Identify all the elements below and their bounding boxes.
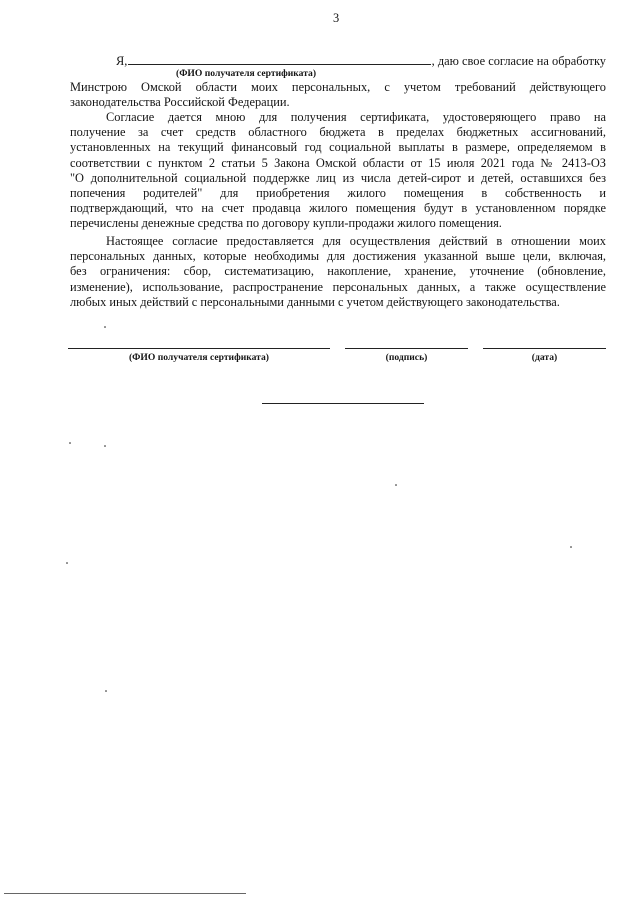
- text-line: Согласие дается мною для получения сертификата, удостоверяющего право на: [106, 110, 606, 124]
- consent-suffix: , даю свое согласие на обработку: [431, 54, 606, 68]
- scan-speck: [69, 442, 71, 444]
- paragraph-scope: [70, 234, 606, 310]
- text-line: получение за счет средств областного бюджета в пределах бюджетных ассигнований,: [70, 125, 606, 140]
- paragraph-consent-continuation: [70, 80, 606, 110]
- scan-speck: [104, 445, 106, 447]
- signature-name-field: [68, 348, 330, 349]
- scan-speck: [105, 690, 107, 692]
- scan-edge-line: [4, 893, 246, 894]
- name-blank-caption: (ФИО получателя сертификата): [176, 68, 317, 79]
- consent-statement-line: [116, 54, 606, 69]
- text-line: "О дополнительной социальной поддержке лиц из числа детей-сирот и детей, оставшихся без: [70, 170, 606, 185]
- text-line: подтверждающий, что на счет продавца жилого помещения будут в установленном порядке: [70, 201, 606, 216]
- closing-separator-rule: [262, 403, 424, 404]
- signature-name-caption: (ФИО получателя сертификата): [128, 352, 270, 363]
- consent-prefix: Я,: [116, 54, 128, 68]
- text-line: изменение), использование, распространение персональных данных, а также осуществление: [70, 279, 606, 294]
- name-blank-field: [128, 54, 430, 65]
- signature-field: [345, 348, 468, 349]
- scan-speck: [395, 484, 397, 486]
- signature-date-field: [483, 348, 606, 349]
- text-line: соответствии с пунктом 2 статьи 5 Закона Омской области от 15 июля 2021 года № 2413-ОЗ: [70, 155, 606, 170]
- text-line: Настоящее согласие предоставляется для осуществления действий в отношении моих: [106, 234, 606, 248]
- scan-speck: [570, 546, 572, 548]
- text-line: попечения родителей" для приобретения жилого помещения в собственность и: [70, 185, 606, 200]
- text-line: персональных данных, которые необходимы для достижения указанной выше цели, включая,: [70, 249, 606, 264]
- page-number: 3: [333, 11, 340, 25]
- text-line: без ограничения: сбор, систематизацию, накопление, хранение, уточнение (обновление,: [70, 264, 606, 279]
- paragraph-purpose: [70, 110, 606, 232]
- text-line: законодательства Российской Федерации.: [70, 95, 290, 110]
- text-line: перечислены денежные средства по договору купли-продажи жилого помещения.: [70, 216, 502, 231]
- signature-caption: (подпись): [385, 352, 428, 363]
- signature-date-caption: (дата): [531, 352, 558, 363]
- text-line: установленных на текущий финансовый год социальной выплаты в размере, определяемом в: [70, 140, 606, 155]
- text-line: любых иных действий с персональными данными с учетом действующего законодательства.: [70, 294, 560, 309]
- scan-speck: [104, 326, 106, 328]
- text-line: Минстрою Омской области моих персональных, с учетом требований действующего: [70, 80, 606, 94]
- scan-speck: [66, 562, 68, 564]
